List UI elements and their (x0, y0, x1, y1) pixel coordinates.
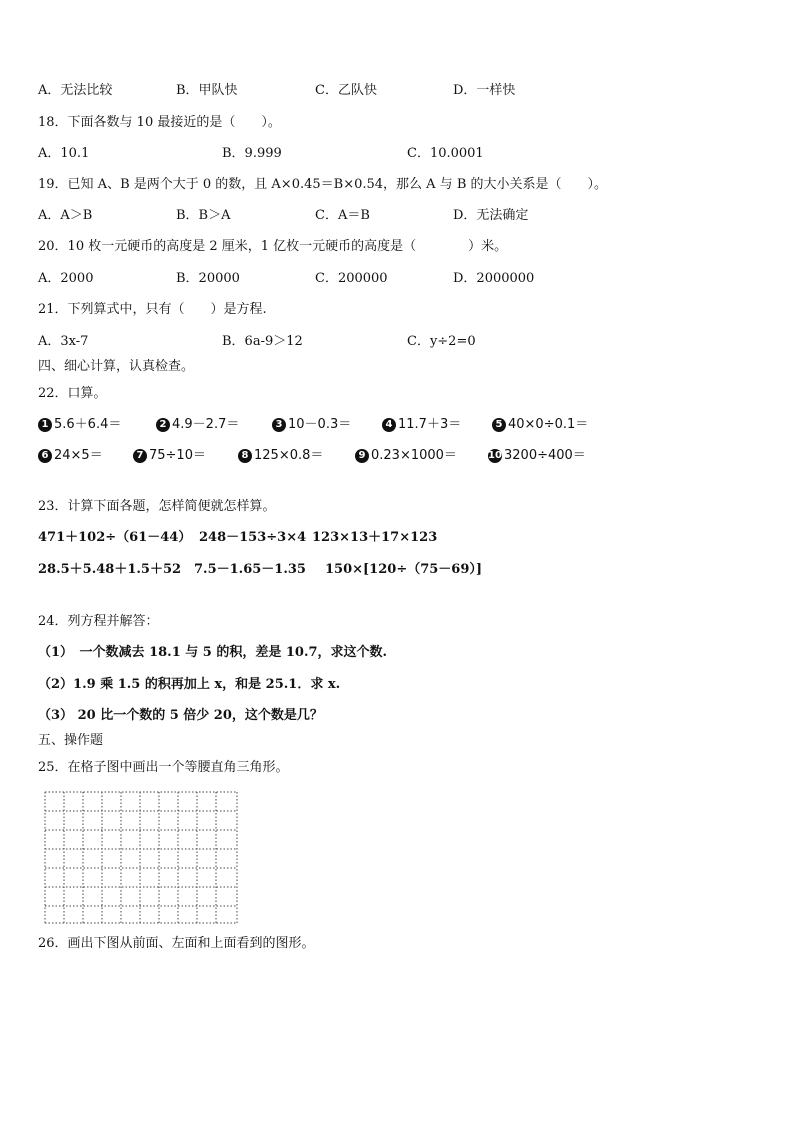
q19-option-d: D．无法确定 (453, 208, 529, 223)
q21-stem: 21．下列算式中，只有（ ）是方程. (38, 302, 267, 317)
section-four-title: 四、细心计算，认真检查。 (38, 359, 195, 374)
q22-stem: 22．口算。 (38, 386, 107, 401)
q21-option-b: B．6a-9＞12 (222, 334, 303, 349)
q18-option-c: C．10.0001 (407, 146, 484, 161)
q17-option-d: D．一样快 (453, 83, 516, 98)
q20-option-d: D．2000000 (453, 271, 535, 286)
q23-item-6: 150×[120÷（75－69）] (325, 562, 483, 577)
q22-expr: 0.23×1000＝ (371, 448, 457, 463)
q23-item-3: 123×13＋17×123 (312, 530, 438, 545)
q17-option-b: B．甲队快 (176, 83, 238, 98)
q22-expr: 3200÷400＝ (504, 448, 586, 463)
q20-option-a: A．2000 (38, 271, 94, 286)
q22-item-4 (382, 417, 461, 433)
circled-number-icon: 7 (133, 449, 147, 463)
q20-option-c: C．200000 (315, 271, 388, 286)
q24-stem: 24．列方程并解答： (38, 614, 159, 629)
q24-item-1: （1） 一个数减去 18.1 与 5 的积，差是 10.7，求这个数. (38, 645, 388, 660)
q19-option-b: B．B＞A (176, 208, 231, 223)
q22-expr: 10－0.3＝ (288, 417, 352, 432)
q22-expr: 11.7＋3＝ (398, 417, 462, 432)
q18-stem: 18．下面各数与 10 最接近的是（ ）。 (38, 115, 281, 130)
circled-number-icon: 6 (38, 449, 52, 463)
q25-stem: 25．在格子图中画出一个等腰直角三角形。 (38, 760, 289, 775)
q22-item-7 (133, 448, 206, 464)
q23-stem: 23．计算下面各题，怎样简便就怎样算。 (38, 499, 276, 514)
q22-item-8 (238, 448, 323, 464)
q22-item-9 (355, 448, 457, 464)
q21-option-c: C．y÷2=0 (407, 334, 476, 349)
q17-option-a: A．无法比较 (38, 83, 113, 98)
circled-number-icon: 9 (355, 449, 369, 463)
q20-option-b: B．20000 (176, 271, 240, 286)
q23-item-1: 471＋102÷（61－44） (38, 530, 192, 545)
circled-number-icon: 3 (272, 418, 286, 432)
circled-number-icon: 10 (488, 450, 502, 461)
q23-item-2: 248－153÷3×4 (199, 530, 307, 545)
q19-option-a: A．A＞B (38, 208, 93, 223)
q26-stem: 26．画出下图从前面、左面和上面看到的图形。 (38, 936, 315, 951)
q23-item-4: 28.5＋5.48＋1.5＋52 (38, 562, 182, 577)
q19-stem: 19．已知 A、B 是两个大于 0 的数，且 A×0.45＝B×0.54，那么 A 与 B 的大小关系是（ ）。 (38, 177, 608, 192)
dotted-grid (44, 791, 240, 925)
circled-number-icon: 4 (382, 418, 396, 432)
q22-item-2 (156, 417, 239, 433)
q22-item-1 (38, 417, 121, 433)
q17-option-c: C．乙队快 (315, 83, 377, 98)
q22-expr: 75÷10＝ (149, 448, 206, 463)
q22-expr: 40×0÷0.1＝ (508, 417, 589, 432)
q22-expr: 125×0.8＝ (254, 448, 324, 463)
q22-item-5 (492, 417, 588, 433)
circled-number-icon: 8 (238, 449, 252, 463)
q22-item-6 (38, 448, 103, 464)
grid-lines (45, 792, 237, 923)
section-five-title: 五、操作题 (38, 733, 104, 748)
q22-item-3 (272, 417, 351, 433)
circled-number-icon: 1 (38, 418, 52, 432)
q22-item-10 (488, 448, 586, 464)
q23-item-5: 7.5－1.65－1.35 (194, 562, 306, 577)
q20-stem: 20．10 枚一元硬币的高度是 2 厘米，1 亿枚一元硬币的高度是（ ）米。 (38, 239, 508, 254)
q19-option-c: C．A＝B (315, 208, 370, 223)
circled-number-icon: 2 (156, 418, 170, 432)
q18-option-a: A．10.1 (38, 146, 90, 161)
q22-expr: 5.6＋6.4＝ (54, 417, 122, 432)
q21-option-a: A．3x-7 (38, 334, 89, 349)
q18-option-b: B．9.999 (222, 146, 282, 161)
q24-item-2: （2）1.9 乘 1.5 的积再加上 x，和是 25.1．求 x. (38, 677, 341, 692)
q22-expr: 4.9－2.7＝ (172, 417, 240, 432)
q24-item-3: （3） 20 比一个数的 5 倍少 20，这个数是几？ (38, 708, 323, 723)
q22-expr: 24×5＝ (54, 448, 103, 463)
circled-number-icon: 5 (492, 418, 506, 432)
